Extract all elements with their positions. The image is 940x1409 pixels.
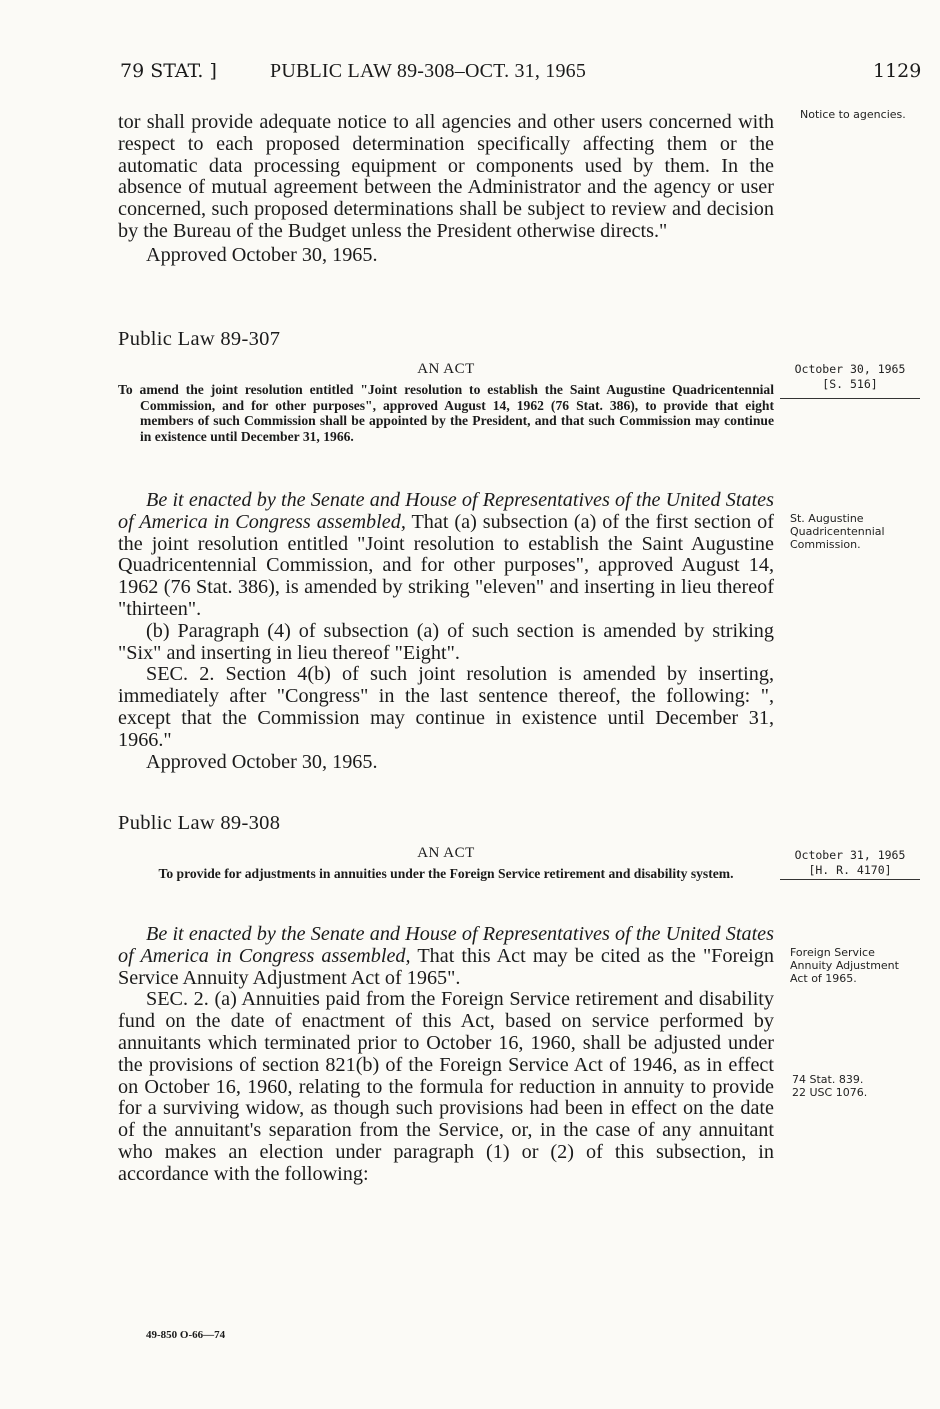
law-307-body (118, 490, 774, 773)
act-summary-text: To provide for adjustments in annuities under the Foreign Service retirement and disability system. (158, 866, 734, 881)
margin-rule (780, 879, 920, 880)
act-heading: AN ACT (417, 845, 475, 861)
running-header: PUBLIC LAW 89-308–OCT. 31, 1965 (270, 60, 587, 82)
margin-rule (780, 398, 920, 399)
law-title-89-308: Public Law 89-308 (118, 812, 281, 834)
print-code: 49-850 O-66—74 (146, 1329, 226, 1341)
section-2-text: Section 4(b) of such joint resolution is amended by inserting, immediately after "Congress" in the last sentence thereof, the following: ", except that the Commission may continue in existence until December 31, 1966." (118, 663, 774, 751)
bill-reference: [S. 516] (822, 377, 878, 391)
act-heading: AN ACT (417, 361, 475, 377)
act-summary (118, 866, 774, 882)
continuation-paragraph: tor shall provide adequate notice to all agencies and other users concerned with respect to each proposed determination specifically affecting them or the automatic data processing equipment or components used by them. In the absence of mutual agreement between the Administrator and the agency or user concerned, such proposed determinations shall be subject to review and decision by the Bureau of the Budget unless the President otherwise directs." (118, 111, 774, 242)
margin-note-citation (792, 1073, 912, 1099)
enacting-clause: Be it enacted by the Senate and House of Representatives of the United States of America in Congress assembled, (118, 923, 774, 967)
section-1-paragraph-b: (b) Paragraph (4) of subsection (a) of such section is amended by striking "Six" and inserting in lieu thereof "Eight". (118, 619, 774, 664)
approval-line: Approved October 30, 1965. (146, 750, 378, 773)
short-title: That this Act may be cited as the "Foreign Service Annuity Adjustment Act of 1965". (118, 944, 774, 989)
section-label: SEC. 2. (146, 663, 215, 686)
section-1-paragraph-a: That (a) subsection (a) of the first section of the joint resolution entitled "Joint resolution to establish the Saint Augustine Quadricentennial Commission, and for other purposes", approved August 14, 1962 (76 Stat. 386), is amended by striking "eleven" and inserting in lieu thereof "thirteen". (118, 510, 774, 620)
volume-reference: 79 STAT. ] (120, 60, 217, 82)
date-reference: October 31, 1965 (794, 848, 906, 862)
section-2-text: (a) Annuities paid from the Foreign Service retirement and disability fund on the date of enactment of this Act, based on service performed by annuitants which terminated prior to October 16, 1960, shall be adjusted under the provisions of section 821(b) of the Foreign Service Act of 1946, as in effect on October 16, 1960, relating to the formula for reduction in annuity to provide for a surviving widow, as though such provisions had been in effect on the date of the annuitant's separation from the Service, or, in the case of any annuitant who makes an election under paragraph (1) or (2) of this subsection, in accordance with the following: (118, 988, 774, 1185)
continuation-block (118, 112, 774, 267)
section-label: SEC. 2. (146, 988, 209, 1011)
law-308-body (118, 924, 774, 1186)
citation-stat: 74 Stat. 839. (792, 1073, 864, 1086)
margin-note-st-augustine: St. Augustine Quadricentennial Commission. (790, 512, 885, 551)
act-summary (118, 382, 774, 444)
margin-note-notice: Notice to agencies. (800, 108, 906, 121)
enacting-clause: Be it enacted by the Senate and House of Representatives of the United States of America in Congress assembled, (118, 489, 774, 533)
page-number: 1129 (873, 60, 922, 82)
citation-usc: 22 USC 1076. (792, 1086, 868, 1099)
date-reference: October 30, 1965 (794, 362, 906, 376)
act-summary-text: To amend the joint resolution entitled "Joint resolution to establish the Saint Augustine Quadricentennial Commission, and for other purposes", approved August 14, 1962 (76 Stat. 386), to provide that eight members of such Commission shall be appointed by the President, and that such Commission may continue in existence until December 31, 1966. (118, 382, 774, 444)
bill-reference: [H. R. 4170] (808, 863, 892, 877)
law-title-89-307: Public Law 89-307 (118, 328, 281, 350)
approval-line: Approved October 30, 1965. (146, 243, 378, 266)
margin-note-short-title: Foreign Service Annuity Adjustment Act of 1965. (790, 946, 899, 985)
